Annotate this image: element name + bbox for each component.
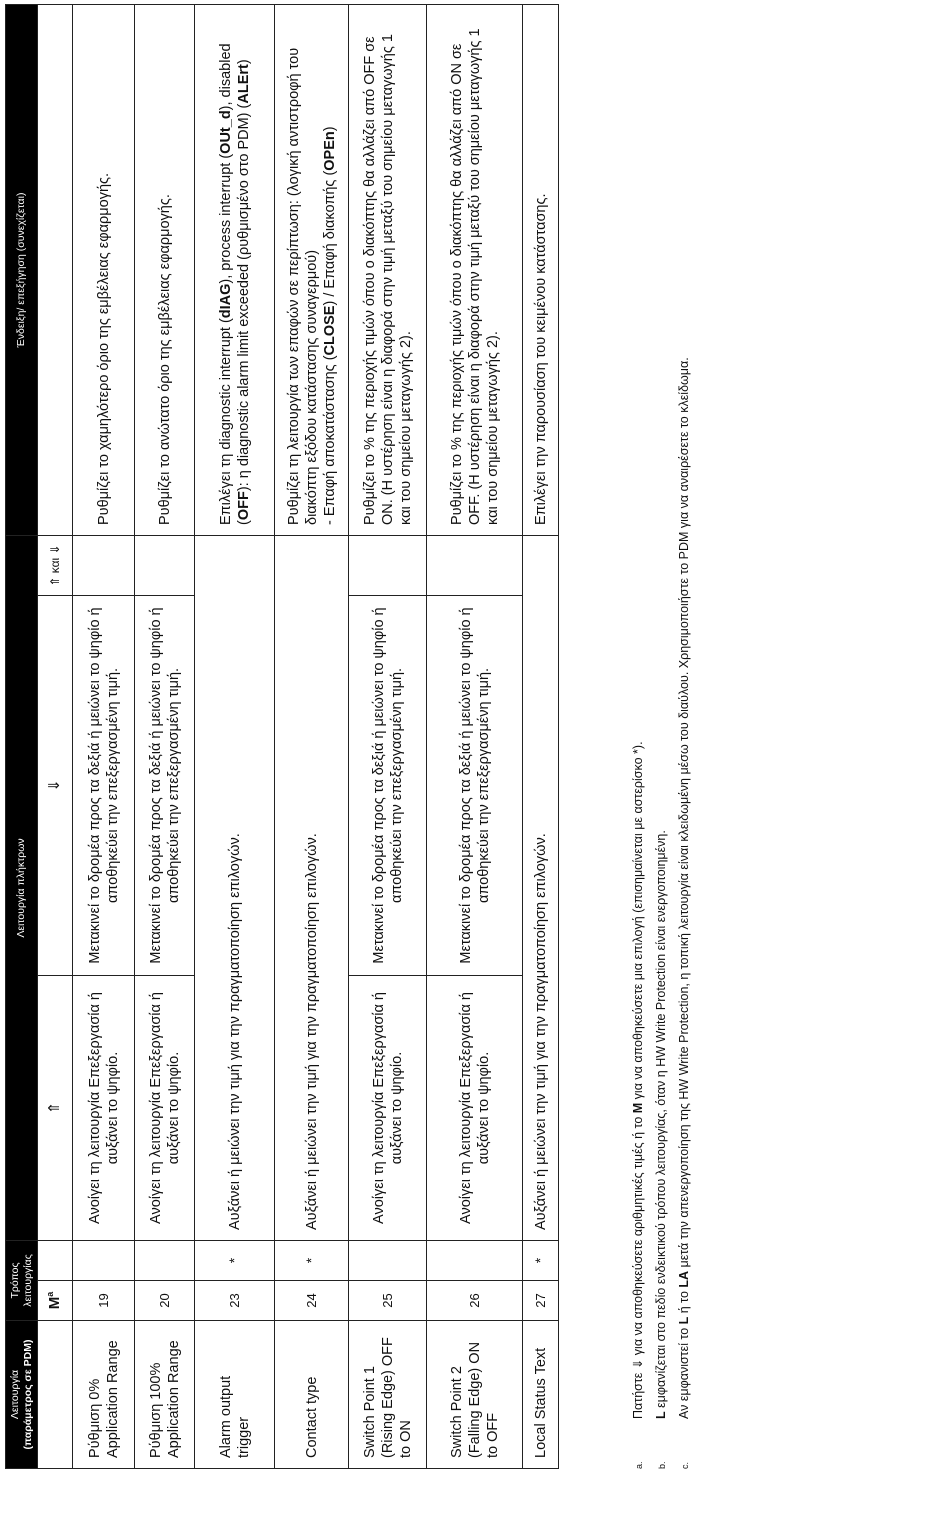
mode-number: 23 (195, 1281, 275, 1321)
footnote-key: LA (677, 1270, 691, 1288)
up-key-text: Ανοίγει τη λειτουργία Επεξεργασία ή αυξάνει το ψηφίο. (135, 976, 195, 1241)
footnote-part: για να αποθηκεύσετε μια επιλογή (επισημαίνεται με αστερίσκο *). (631, 741, 645, 1103)
option-off: OFF (235, 491, 252, 521)
display-text: Ρυθμίζει το ανώτατο όριο της εμβέλειας εφαρμογής. (135, 5, 195, 536)
function-name: Alarm output trigger (195, 1321, 275, 1469)
display-text: Ρυθμίζει το % της περιοχής τιμών όπου ο διακόπτης θα αλλάζει από OFF σε ON. (Η υστέρηση είναι η διαφορά στην τιμή μεταξύ του σημείου μεταγωγής 1 και του σημείου μεταγωγής 2). (349, 5, 427, 536)
display-text (195, 5, 275, 536)
footnote-b (655, 9, 678, 1469)
header-function-line2: (παράμετρος σε PDM) (21, 1339, 34, 1450)
footnote-part: ή το (677, 1287, 691, 1317)
display-part: Επιλέγει τη diagnostic interrupt ( (217, 318, 234, 525)
footnote-key: L (677, 1316, 691, 1325)
subhead-mode (38, 1281, 73, 1321)
footnote-part: Αν εμφανιστεί το (677, 1324, 691, 1419)
option-alert: ALErt (235, 64, 252, 104)
mode-star: * (275, 1241, 349, 1281)
header-mode-line1: Τρόπος (9, 1262, 21, 1299)
option-close: CLOSE (321, 305, 338, 356)
subhead-display-empty (38, 5, 73, 536)
display-part: ), process interrupt ( (217, 153, 234, 284)
header-display: Ένδειξη/ επεξήγηση (συνεχίζεται) (6, 5, 38, 536)
subhead-star (38, 1241, 73, 1281)
down-key-text: Μετακινεί το δρομέα προς τα δεξιά ή μειώνει το ψηφίο ή αποθηκεύει την επεξεργασμένη τιμή. (349, 596, 427, 976)
mode-number: 19 (73, 1281, 135, 1321)
function-name: Ρύθμιση 100% Application Range (135, 1321, 195, 1469)
header-mode-line2: λειτουργίας (21, 1254, 34, 1307)
mode-number: 25 (349, 1281, 427, 1321)
both-key-text (73, 536, 135, 596)
display-part: ) (235, 59, 252, 65)
function-name: Contact type (275, 1321, 349, 1469)
up-key-text: Ανοίγει τη λειτουργία Επεξεργασία ή αυξάνει το ψηφίο. (427, 976, 523, 1241)
mode-number: 26 (427, 1281, 523, 1321)
keys-span-text: Αυξάνει ή μειώνει την τιμή για την πραγματοποίηση επιλογών. (275, 536, 349, 1241)
header-keys: Λειτουργία πλήκτρων (6, 536, 38, 1241)
display-part: - Επαφή αποκατάστασης ( (321, 355, 338, 525)
keys-span-text: Αυξάνει ή μειώνει την τιμή για την πραγματοποίηση επιλογών. (195, 536, 275, 1241)
header-function-line1: Λειτουργία (9, 1369, 21, 1420)
footnote-mark: b. (657, 1461, 667, 1469)
mode-number: 24 (275, 1281, 349, 1321)
subhead-mode-letter: M (46, 1296, 64, 1310)
up-key-text: Ανοίγει τη λειτουργία Επεξεργασία ή αυξάνει το ψηφίο. (349, 976, 427, 1241)
footnotes (632, 9, 701, 1469)
function-name: Ρύθμιση 0% Application Range (73, 1321, 135, 1469)
table-row (135, 5, 195, 1469)
footnote-part: μετά την απενεργοποίηση της HW Write Protection, η τοπική λειτουργία είναι κλειδωμένη μέσω του διαύλου. Χρησιμοποιήστε το PDM για να αναιρέσετε το κλείδωμα. (677, 357, 691, 1271)
footnote-key: M (631, 1102, 645, 1114)
mode-number: 27 (523, 1281, 559, 1321)
mode-star: * (195, 1241, 275, 1281)
function-table (5, 4, 559, 1469)
display-part: ): η diagnostic alarm limit exceeded (ρυθμισμένο στο PDM) ( (235, 103, 252, 492)
keys-span-text: Αυξάνει ή μειώνει την τιμή για την πραγματοποίηση επιλογών. (523, 536, 559, 1241)
both-key-text (427, 536, 523, 596)
subhead-mode-sup: a (45, 1291, 56, 1297)
down-key-text: Μετακινεί το δρομέα προς τα δεξιά ή μειώνει το ψηφίο ή αποθηκεύει την επεξεργασμένη τιμή. (135, 596, 195, 976)
both-key-text (349, 536, 427, 596)
subhead-both-icon: ⇑ και ⇓ (38, 536, 73, 596)
footnote-text (678, 9, 691, 1419)
display-part: ), disabled ( (217, 43, 252, 525)
table-row (427, 5, 523, 1469)
header-mode (6, 1241, 38, 1321)
mode-star (427, 1241, 523, 1281)
footnote-text (632, 9, 645, 1419)
footnote-c (678, 9, 701, 1469)
subhead-down-icon: ⇓ (38, 596, 73, 976)
up-key-text: Ανοίγει τη λειτουργία Επεξεργασία ή αυξάνει το ψηφίο. (73, 976, 135, 1241)
table-row (349, 5, 427, 1469)
table-row (523, 5, 559, 1469)
display-text (275, 5, 349, 536)
table-row (73, 5, 135, 1469)
mode-star (73, 1241, 135, 1281)
table-row (195, 5, 275, 1469)
down-key-text: Μετακινεί το δρομέα προς τα δεξιά ή μειώνει το ψηφίο ή αποθηκεύει την επεξεργασμένη τιμή. (73, 596, 135, 976)
footnote-part: Πατήστε ⇓ για να αποθηκεύσετε αριθμητικές τιμές ή το (631, 1113, 645, 1419)
display-text: Ρυθμίζει το χαμηλότερο όριο της εμβέλειας εφαρμογής. (73, 5, 135, 536)
option-open: OPEn (321, 131, 338, 171)
subhead-empty (38, 1321, 73, 1469)
header-function (6, 1321, 38, 1469)
display-part: ) (321, 126, 338, 132)
both-key-text (135, 536, 195, 596)
footnote-part: εμφανίζεται στο πεδίο ενδεικτικού τρόπου λειτουργίας, όταν η HW Write Protection είναι ενεργοποιημένη. (654, 830, 668, 1412)
function-name: Switch Point 1 (Rising Edge) OFF to ON (349, 1321, 427, 1469)
footnote-a (632, 9, 655, 1469)
mode-star (349, 1241, 427, 1281)
subhead-up-icon: ⇑ (38, 976, 73, 1241)
display-text: Ρυθμίζει το % της περιοχής τιμών όπου ο διακόπτης θα αλλάζει από ON σε OFF. (Η υστέρηση είναι η διαφορά στην τιμή μεταξύ του σημείου μεταγωγής 1 και του σημείου μεταγωγής 2). (427, 5, 523, 536)
header-row (6, 5, 38, 1469)
down-key-text: Μετακινεί το δρομέα προς τα δεξιά ή μειώνει το ψηφίο ή αποθηκεύει την επεξεργασμένη τιμή. (427, 596, 523, 976)
mode-star (135, 1241, 195, 1281)
option-diag: dIAG (217, 283, 234, 319)
table-row (275, 5, 349, 1469)
footnote-mark: a. (634, 1461, 644, 1469)
subheader-row (38, 5, 73, 1469)
display-text: Επιλέγει την παρουσίαση του κειμένου κατάστασης. (523, 5, 559, 536)
footnote-key: L (654, 1411, 668, 1419)
option-out-d: OUt_d (217, 110, 234, 154)
display-part: Ρυθμίζει τη λειτουργία των επαφών σε περίπτωση: (λογική αντιστροφή του διακόπτη εξόδου κατάστασης συναγερμού) (285, 47, 320, 525)
display-part: ) / Επαφή διακοπής ( (321, 170, 338, 306)
footnote-text (655, 9, 668, 1419)
mode-star: * (523, 1241, 559, 1281)
footnote-mark: c. (680, 1461, 690, 1469)
function-name: Local Status Text (523, 1321, 559, 1469)
mode-number: 20 (135, 1281, 195, 1321)
function-name: Switch Point 2 (Falling Edge) ON to OFF (427, 1321, 523, 1469)
